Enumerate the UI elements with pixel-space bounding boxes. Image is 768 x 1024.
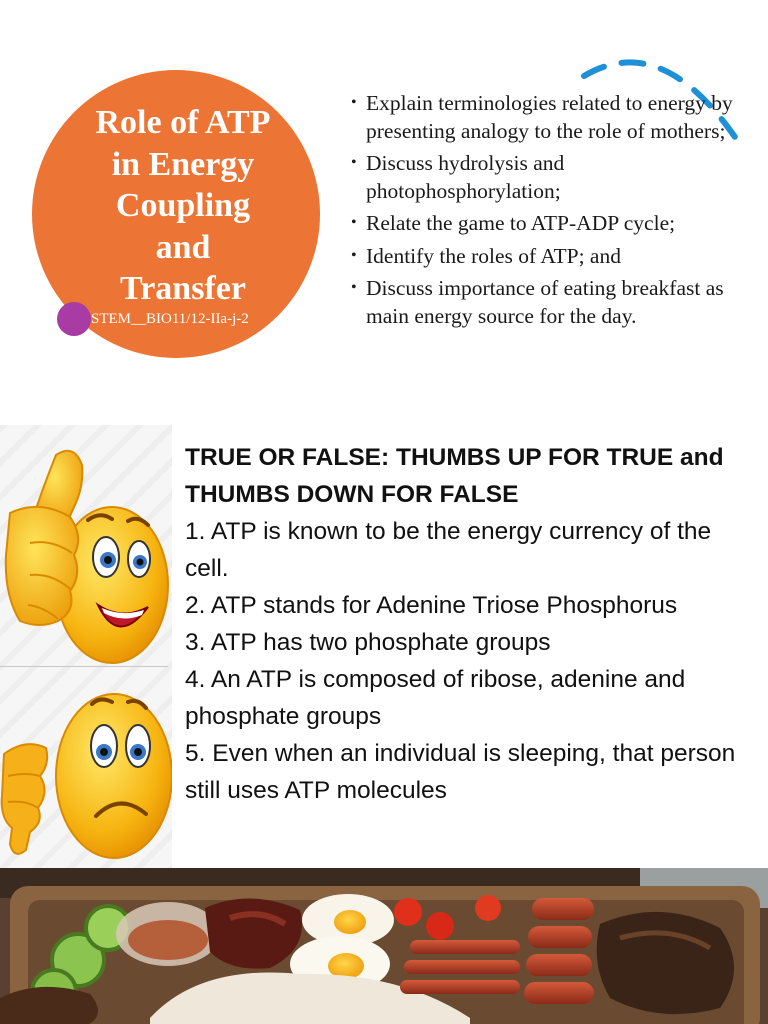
title-line: Transfer bbox=[120, 270, 246, 307]
quiz-heading: TRUE OR FALSE: THUMBS UP FOR TRUE and THUMBS DOWN FOR FALSE bbox=[185, 444, 724, 508]
title-line: Role of ATP bbox=[95, 104, 271, 141]
breakfast-platter-photo-icon bbox=[0, 868, 768, 1024]
thumbs-down-emoji-icon bbox=[0, 668, 172, 868]
quiz-question: 5. Even when an individual is sleeping, that person still uses ATP molecules bbox=[185, 740, 736, 804]
objectives-list bbox=[351, 90, 751, 335]
quiz-question: 2. ATP stands for Adenine Triose Phosphorus bbox=[185, 592, 678, 619]
slide-breakfast-photo bbox=[0, 868, 768, 1024]
bullet-icon: • bbox=[351, 154, 357, 171]
title-line: Coupling bbox=[115, 187, 251, 224]
slide-title-objectives bbox=[0, 0, 768, 425]
objective-item: • Explain terminologies related to energy by presenting analogy to the role of mothers; bbox=[351, 91, 733, 143]
bullet-icon: • bbox=[351, 94, 357, 111]
objective-item: • Discuss importance of eating breakfast as main energy source for the day. bbox=[351, 276, 724, 328]
bullet-icon: • bbox=[351, 246, 357, 264]
objective-item: • Relate the game to ATP-ADP cycle; bbox=[351, 211, 676, 235]
thumbs-up-emoji-icon bbox=[0, 425, 172, 665]
title-line: and bbox=[155, 228, 211, 266]
objective-item: • Identify the roles of ATP; and bbox=[351, 243, 621, 268]
bullet-icon: • bbox=[351, 214, 357, 231]
quiz-question: 4. An ATP is composed of ribose, adenine and phosphate groups bbox=[185, 666, 686, 730]
quiz-question: 3. ATP has two phosphate groups bbox=[185, 629, 551, 656]
objective-item: • Discuss hydrolysis and photophosphorylation; bbox=[351, 151, 565, 203]
emoji-panel bbox=[0, 425, 172, 868]
panel-divider bbox=[0, 666, 168, 667]
title-line: in Energy bbox=[111, 145, 255, 183]
curriculum-code: STEM__BIO11/12-IIa-j-2 bbox=[91, 311, 249, 327]
quiz-content bbox=[185, 439, 750, 809]
bullet-icon: • bbox=[351, 279, 357, 296]
accent-dot bbox=[57, 302, 91, 336]
quiz-question: 1. ATP is known to be the energy currency of the cell. bbox=[185, 518, 712, 582]
slide-title bbox=[52, 102, 314, 310]
slide-true-or-false bbox=[0, 425, 768, 868]
